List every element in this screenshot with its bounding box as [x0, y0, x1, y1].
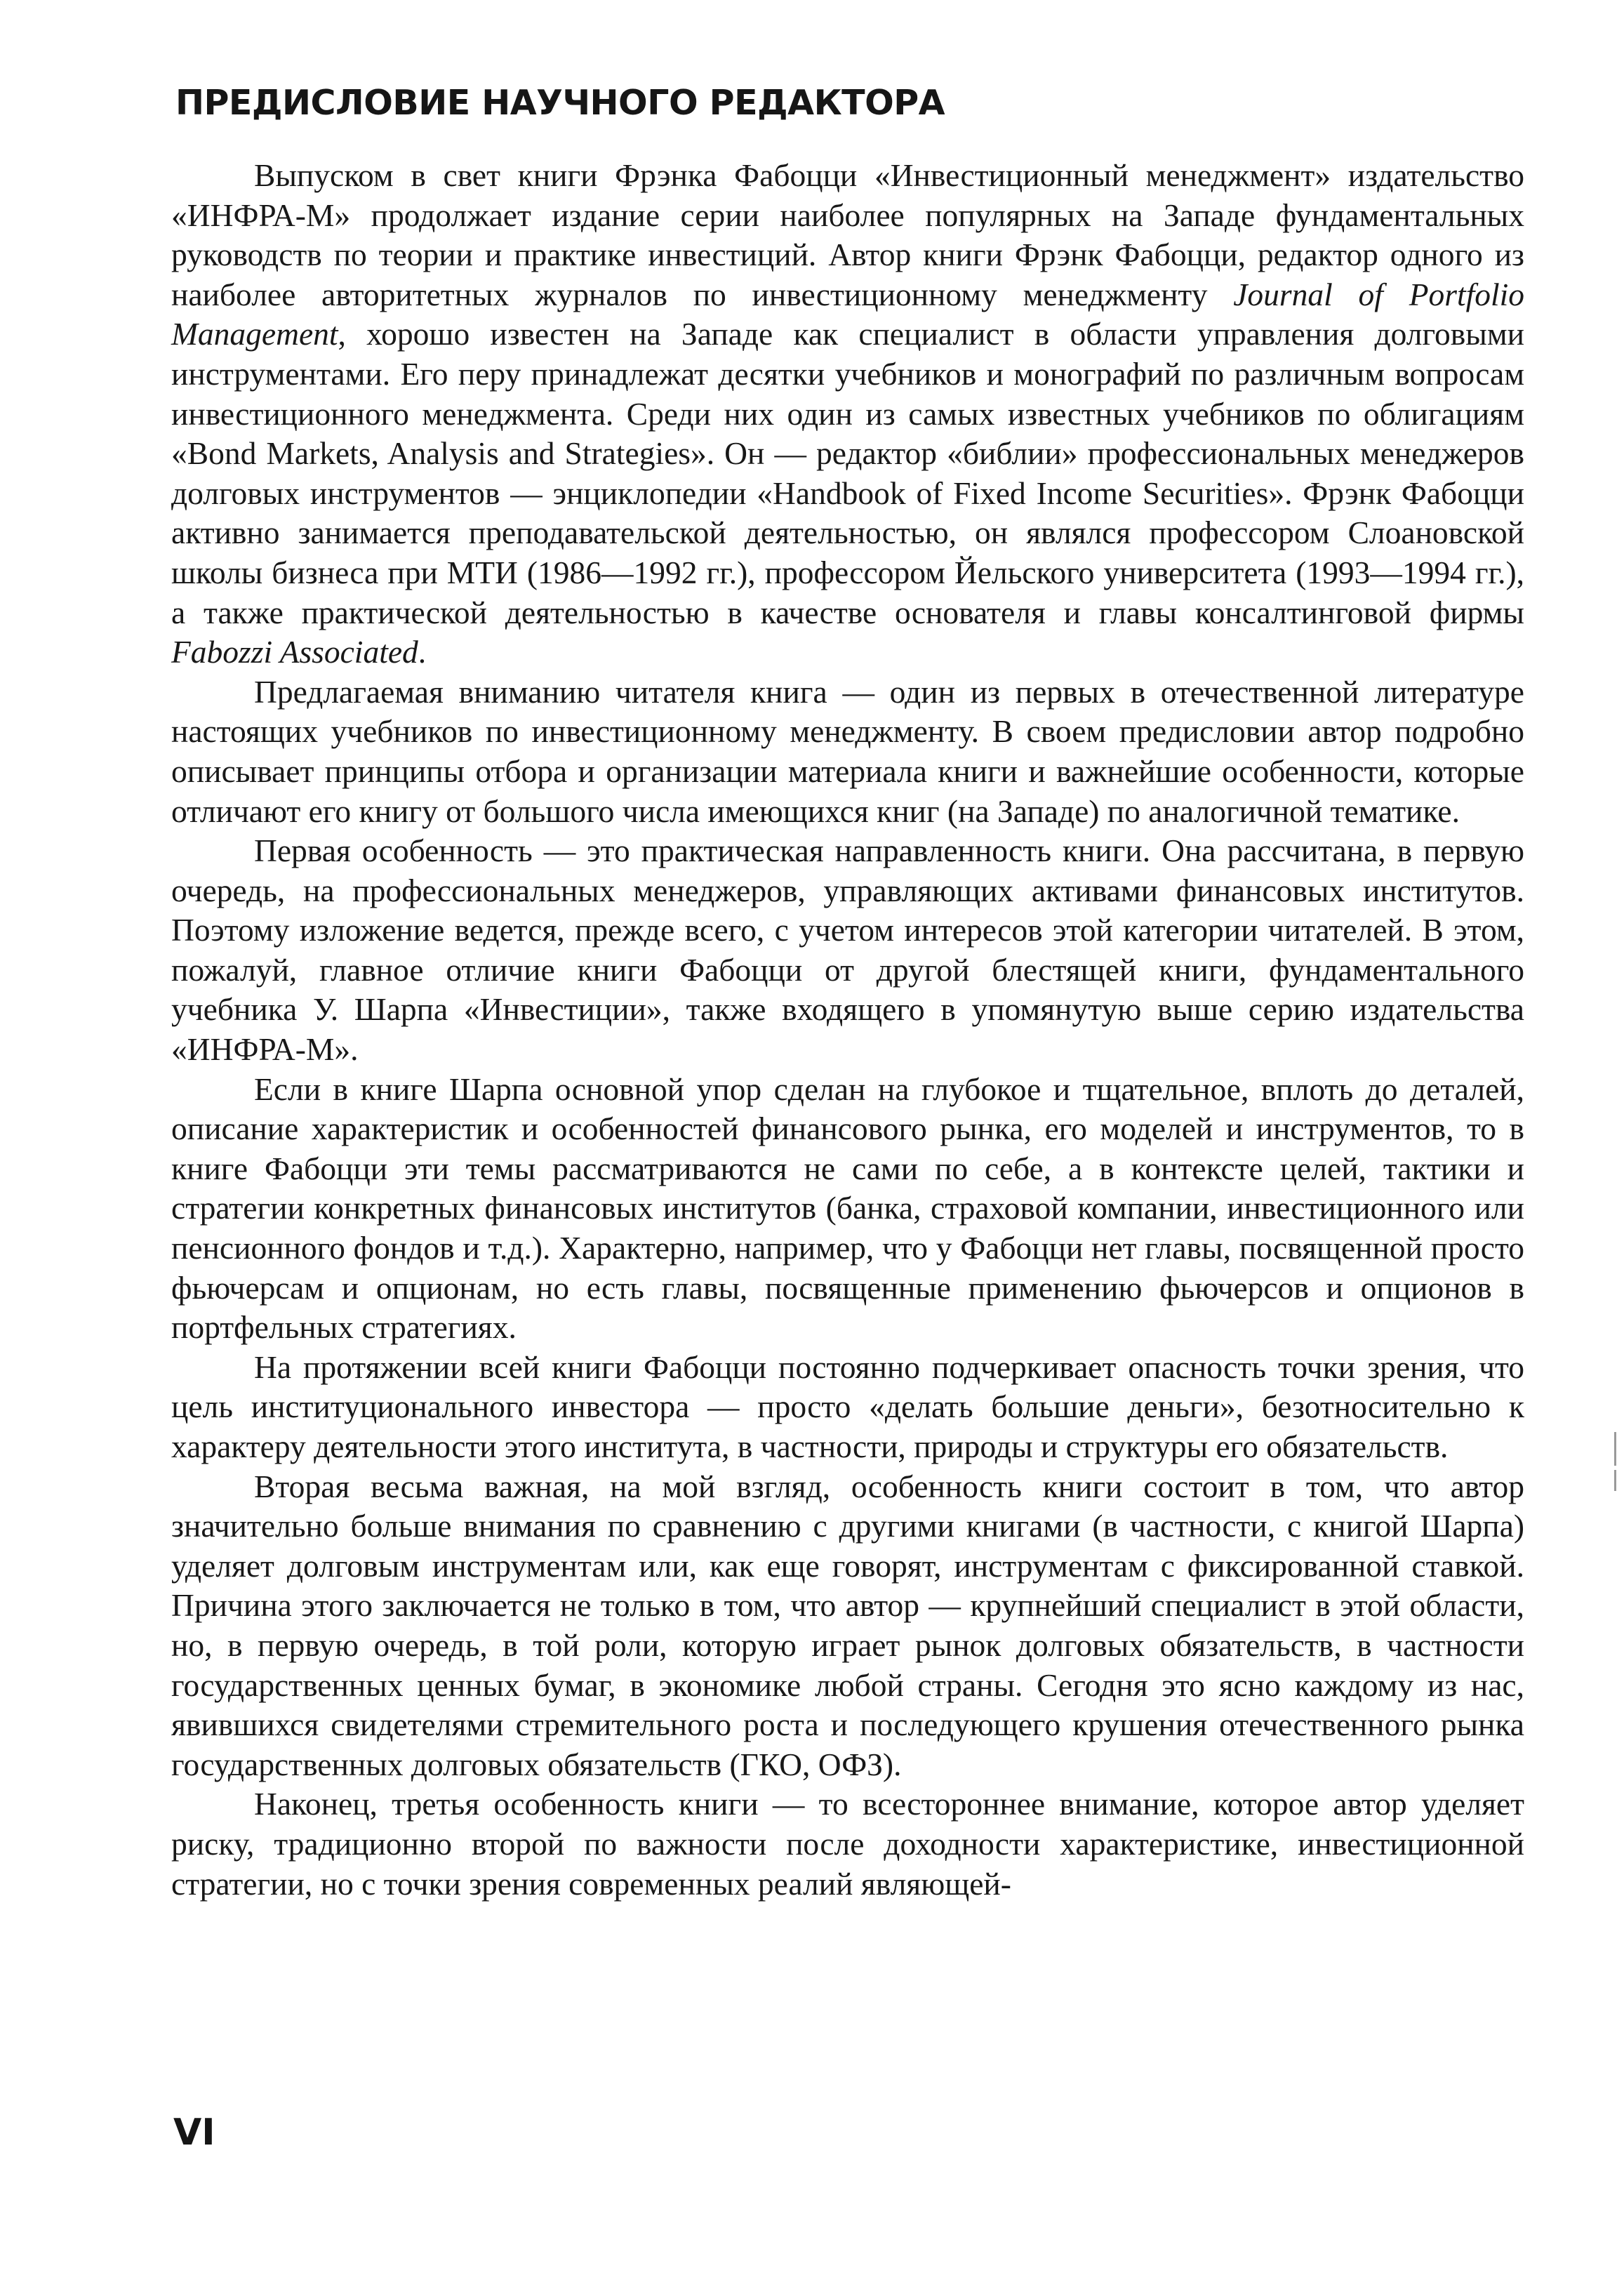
paragraph-6: Вторая весьма важная, на мой взгляд, особенность книги состоит в том, что автор значительно больше внимания по сравнению с другими книгами (в частности, с книгой Шарпа) уделяет долговым инструментам или, как еще говорят, инструментам с фиксированной ставкой. Причина этого заключается не только в том, что автор — крупнейший специалист в этой области, но, в первую очередь, в той роли, которую играет рынок долговых обязательств, в частности государственных ценных бумаг, в экономике любой страны. Сегодня это ясно каждому из нас, явившихся свидетелями стремительного роста и последующего крушения отечественного рынка государственных долговых обязательств (ГКО, ОФЗ).	[171, 1468, 1524, 1782]
paragraph-1-text-c: .	[418, 634, 427, 670]
firm-name: Fabozzi Associated	[171, 634, 418, 670]
body-text	[171, 156, 1524, 1904]
paragraph-5: На протяжении всей книги Фабоцци постоянно подчеркивает опасность точки зрения, что цель институционального инвестора — просто «делать большие деньги», безотносительно к характеру деятельности этого института, в частности, природы и структуры его обязательств.	[171, 1348, 1524, 1464]
scan-margin-mark	[1614, 1432, 1616, 1466]
paragraph-1-text-a: Выпуском в свет книги Фрэнка Фабоцци «Инвестиционный менеджмент» издательство «ИНФРА-М» продолжает издание серии наиболее популярных на Западе фундаментальных руководств по теории и практике инвестиций. Автор книги Фрэнк Фабоцци, редактор одного из наиболее авторитетных журналов по инвестиционному менеджменту	[171, 157, 1524, 312]
paragraph-1-text-b: , хорошо известен на Западе как специалист в области управления долговыми инструментами. Его перу принадлежат десятки учебников и монографий по различным вопросам инвестиционного менеджмента. Среди них один из самых известных учебников по облигациям «Bond Markets, Analysis and Strategies». Он — редактор «библии» профессиональных менеджеров долговых инструментов — энциклопедии «Handbook of Fixed Income Securities». Фрэнк Фабоцци активно занимается преподавательской деятельностью, он являлся профессором Слоановской школы бизнеса при МТИ (1986—1992 гг.), профессором Йельского университета (1993—1994 гг.), а также практической деятельностью в качестве основателя и главы консалтинговой фирмы	[171, 316, 1524, 630]
scan-margin-mark	[1614, 1470, 1616, 1491]
paragraph-4: Если в книге Шарпа основной упор сделан на глубокое и тщательное, вплоть до деталей, описание характеристик и особенностей финансового рынка, его моделей и инструментов, то в книге Фабоцци эти темы рассматриваются не сами по себе, а в контексте целей, тактики и стратегии конкретных финансовых институтов (банка, страховой компании, инвестиционного или пенсионного фондов и т.д.). Характерно, например, что у Фабоцци нет главы, посвященной просто фьючерсам и опционам, но есть главы, посвященные применению фьючерсов и опционов в портфельных стратегиях.	[171, 1071, 1524, 1346]
paragraph-2: Предлагаемая вниманию читателя книга — один из первых в отечественной литературе настоящих учебников по инвестиционному менеджменту. В своем предисловии автор подробно описывает принципы отбора и организации материала книги и важнейшие особенности, которые отличают его книгу от большого числа имеющихся книг (на Западе) по аналогичной тематике.	[171, 673, 1524, 829]
chapter-heading: ПРЕДИСЛОВИЕ НАУЧНОГО РЕДАКТОРА	[175, 83, 945, 123]
journal-title: Journal of Portfolio Management	[171, 276, 1525, 352]
paragraph-1	[171, 156, 1524, 672]
paragraph-7: Наконец, третья особенность книги — то всестороннее внимание, которое автор уделяет риску, традиционно второй по важности после доходности характеристике, инвестиционной стратегии, но с точки зрения современных реалий являющей-	[171, 1786, 1524, 1902]
paragraph-3: Первая особенность — это практическая направленность книги. Она рассчитана, в первую очередь, на профессиональных менеджеров, управляющих активами финансовых институтов. Поэтому изложение ведется, прежде всего, с учетом интересов этой категории читателей. В этом, пожалуй, главное отличие книги Фабоцци от другой блестящей книги, фундаментального учебника У. Шарпа «Инвестиции», также входящего в упомянутую выше серию издательства «ИНФРА-М».	[171, 833, 1524, 1068]
page-number: VI	[173, 2112, 215, 2154]
